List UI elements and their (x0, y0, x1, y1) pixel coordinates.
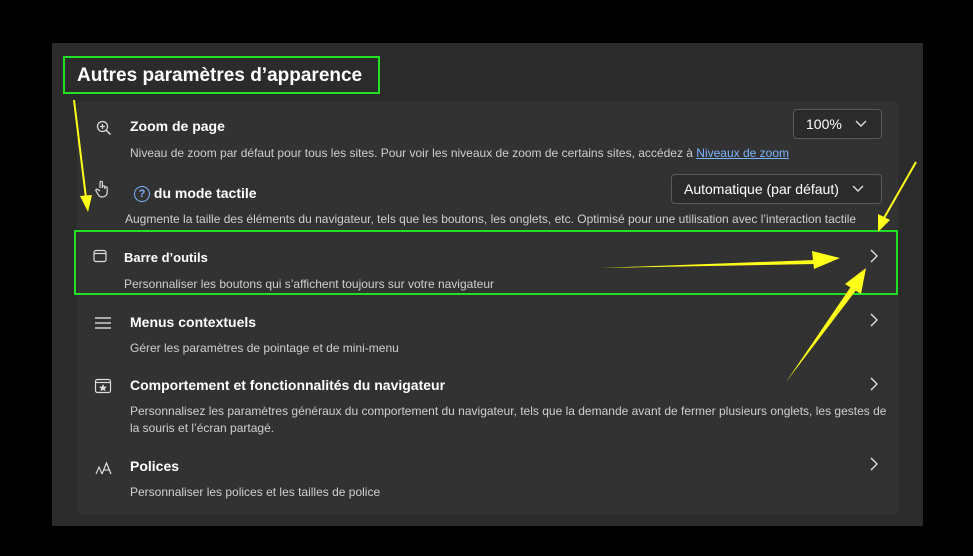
zoom-title: Zoom de page (130, 118, 225, 134)
touch-hand-icon (92, 179, 112, 199)
context-menus-title[interactable]: Menus contextuels (130, 314, 257, 330)
chevron-right-icon[interactable] (868, 312, 880, 328)
chevron-down-icon (851, 184, 865, 194)
touch-mode-title: ? du mode tactile (134, 184, 257, 202)
fonts-description: Personnaliser les polices et les tailles de police (130, 485, 381, 499)
touch-mode-description: Augmente la taille des éléments du navigateur, tels que les boutons, les onglets, etc. Optimisé pour une utilisation avec l’interaction tactile (125, 212, 857, 226)
chevron-right-icon[interactable] (868, 376, 880, 392)
help-icon[interactable]: ? (134, 186, 150, 202)
touch-mode-select-value: Automatique (par défaut) (684, 181, 839, 197)
browser-behavior-description-line1: Personnalisez les paramètres généraux du comportement du navigateur, tels que la demande avant de fermer plusieurs onglets, les gestes de (130, 404, 887, 418)
browser-star-icon (93, 376, 113, 396)
zoom-select[interactable] (793, 109, 882, 139)
toolbar-highlight-box (74, 230, 898, 295)
context-menus-description: Gérer les paramètres de pointage et de mini-menu (130, 341, 399, 355)
touch-mode-select[interactable] (671, 174, 882, 204)
zoom-levels-link[interactable]: Niveaux de zoom (696, 146, 790, 160)
zoom-description: Niveau de zoom par défaut pour tous les sites. Pour voir les niveaux de zoom de certains sites, accédez à Niveaux de zoom (130, 146, 790, 160)
zoom-select-value: 100% (806, 116, 842, 132)
font-size-icon (94, 458, 114, 478)
appearance-card (77, 101, 898, 514)
chevron-right-icon[interactable] (868, 456, 880, 472)
hamburger-menu-icon (93, 313, 113, 333)
section-title: Autres paramètres d’apparence (77, 65, 363, 86)
heading-highlight-box (63, 56, 380, 94)
browser-behavior-description-line2: la souris et l’écran partagé. (130, 421, 275, 435)
toolbar-description: Personnaliser les boutons qui s’affichent toujours sur votre navigateur (124, 277, 494, 291)
chevron-down-icon (854, 119, 868, 129)
zoom-in-icon (94, 118, 114, 138)
fonts-title[interactable]: Polices (130, 458, 180, 474)
toolbar-title[interactable]: Barre d’outils (124, 250, 208, 265)
browser-behavior-title[interactable]: Comportement et fonctionnalités du navigateur (130, 377, 446, 393)
